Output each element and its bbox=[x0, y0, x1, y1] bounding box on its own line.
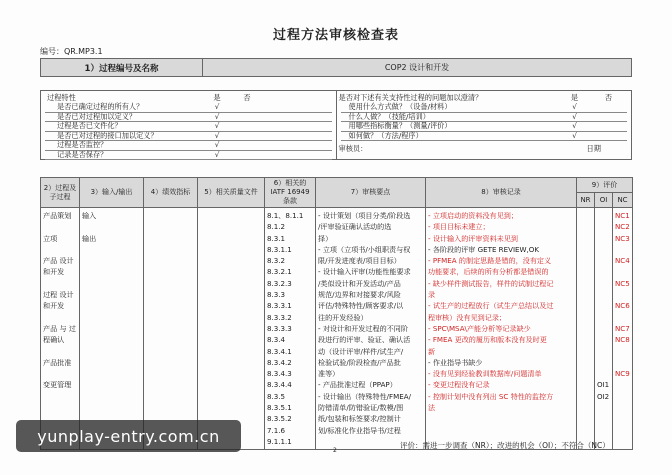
nc-marker: NC7 bbox=[615, 323, 630, 333]
io-cell bbox=[80, 208, 144, 450]
iatf-clause: 8.1.2 bbox=[267, 222, 286, 232]
audit-record-line: - 没有见到经验教训数据库/问题清单 bbox=[428, 369, 542, 379]
nc-marker bbox=[615, 266, 630, 277]
audit-record-line: - 试生产的过程放行（试生产总结以及过 bbox=[428, 301, 554, 311]
iatf-clause: 8.3.3.3 bbox=[267, 323, 292, 333]
audit-record-line: - FMEA 更改的履历和版本没有及时更 bbox=[428, 335, 547, 345]
nc-marker bbox=[615, 244, 630, 255]
process-step: 产品策划 bbox=[43, 211, 72, 220]
audit-point-line: /评审验证确认活动的选 bbox=[318, 222, 392, 232]
nc-marker bbox=[615, 289, 630, 300]
support-process-checklist bbox=[336, 91, 632, 159]
yes-column-label: 是 bbox=[213, 93, 221, 102]
checklist-row bbox=[337, 102, 632, 112]
checklist-question: 是否已对过程加以定义？ bbox=[57, 111, 137, 121]
document-number: 编号：QR.MP3.1 bbox=[40, 47, 103, 56]
checklist-question: 如何做？（方法/程序） bbox=[348, 130, 423, 140]
process-step: 产品 与 过 bbox=[43, 323, 76, 333]
yes-check-mark: √ bbox=[572, 121, 577, 130]
checklist-row bbox=[337, 121, 632, 131]
iatf-clause: 8.3.4.3 bbox=[267, 369, 292, 379]
process-step: 和开发 bbox=[43, 267, 65, 277]
performance-cell bbox=[144, 208, 198, 450]
nc-marker: NC6 bbox=[615, 301, 630, 311]
yes-column-label: 是 bbox=[570, 93, 579, 102]
document-title: 过程方法审核检查表 bbox=[272, 28, 399, 43]
oi-marker bbox=[597, 323, 610, 334]
date-label: 日期 bbox=[586, 144, 601, 153]
oi-marker bbox=[597, 255, 610, 266]
audit-record-line: - 缺少样件测试报告，样件的试制过程记 bbox=[428, 278, 554, 288]
iatf-clause: 8.3.2 bbox=[267, 256, 286, 266]
process-number-value: COP2 设计和开发 bbox=[203, 59, 631, 76]
col-performance-header: 4）绩效指标 bbox=[144, 178, 198, 208]
process-header-bar bbox=[40, 58, 632, 77]
checklist-question: 记录是否保存？ bbox=[57, 149, 108, 159]
nc-marker bbox=[615, 312, 630, 323]
iatf-clauses-cell bbox=[265, 208, 316, 450]
audit-point-line: 择） bbox=[318, 233, 333, 243]
checklist-question: 过程是否监控？ bbox=[57, 140, 108, 149]
nr-cell bbox=[577, 208, 595, 450]
col-quality-docs-header: 5）相关质量文件 bbox=[198, 178, 265, 208]
oi-marker: OI1 bbox=[597, 380, 610, 390]
col-oi-header: OI bbox=[595, 193, 613, 208]
process-step: 产品 设计 bbox=[43, 256, 74, 266]
process-step: 程确认 bbox=[43, 335, 65, 345]
oi-marker bbox=[597, 289, 610, 300]
process-step bbox=[43, 221, 77, 232]
oi-marker bbox=[597, 244, 610, 255]
audit-point-line: 划/标准化作业指导书/过程 bbox=[318, 425, 401, 435]
oi-marker bbox=[597, 221, 610, 232]
iatf-clause: 8.3.5 bbox=[267, 391, 286, 401]
yes-check-mark: √ bbox=[214, 111, 220, 121]
audit-point-line: /类似设计和开发活动/产品 bbox=[318, 278, 401, 288]
audit-point-line: 限/开发进度表/项目目标） bbox=[318, 256, 401, 266]
checklist-row bbox=[41, 140, 336, 150]
process-step: 立项 bbox=[43, 233, 58, 243]
audit-table bbox=[40, 177, 633, 450]
iatf-clause: 8.3.3.2 bbox=[267, 312, 292, 322]
nc-marker: NC1 bbox=[615, 211, 630, 220]
yes-check-mark: √ bbox=[572, 111, 577, 121]
process-characteristics-section bbox=[40, 90, 632, 160]
checklist-row bbox=[337, 112, 632, 122]
evaluation-legend: 评价：需进一步调查（NR）；改进的机会（OI）；不符合（NC） bbox=[400, 441, 610, 450]
audit-point-line: 规范/边界和对接要求/风险 bbox=[318, 290, 401, 300]
oi-marker bbox=[597, 334, 610, 345]
process-cell bbox=[41, 208, 80, 450]
audit-point-line: - 设计输出（特殊特性/FMEA/ bbox=[318, 391, 411, 401]
checklist-question: 什么人做？（技能/培训） bbox=[348, 111, 430, 121]
iatf-clause: 8.3.3 bbox=[267, 290, 286, 300]
iatf-clause: 8.1、8.1.1 bbox=[267, 211, 304, 220]
page-number: 2 bbox=[333, 447, 337, 454]
oi-marker bbox=[597, 368, 610, 379]
col-process-header: 2）过程及子过程 bbox=[41, 178, 80, 208]
nc-marker: NC8 bbox=[615, 335, 630, 345]
iatf-clause: 8.3.4.1 bbox=[267, 346, 292, 356]
audit-point-line: - 立项（立项书/小组职责与权 bbox=[318, 244, 411, 254]
oi-marker bbox=[597, 266, 610, 277]
process-step bbox=[43, 278, 77, 289]
nc-cell bbox=[613, 208, 633, 450]
yes-check-mark: √ bbox=[214, 121, 220, 130]
audit-point-line: 防错清单/防错验证/数模/图 bbox=[318, 403, 404, 413]
process-step: 过程 设计 bbox=[43, 290, 74, 300]
col-audit-points-header: 7）审核要点 bbox=[316, 178, 426, 208]
audit-record-line: 新 bbox=[428, 346, 436, 356]
audit-point-line: 准等） bbox=[318, 369, 340, 379]
nc-marker: NC4 bbox=[615, 256, 630, 266]
iatf-clause: 8.3.3.1 bbox=[267, 301, 292, 311]
audit-point-line: - 设计输入评审(功能性能要求 bbox=[318, 267, 411, 277]
oi-marker bbox=[597, 312, 610, 323]
audit-record-line: 程审核）没有见到记录； bbox=[428, 312, 507, 322]
checklist-question: 用哪些指标衡量？（测量/评价） bbox=[348, 121, 452, 130]
audit-point-line: 往的开发经验） bbox=[318, 312, 368, 322]
quality-docs-cell bbox=[198, 208, 265, 450]
no-column-label: 否 bbox=[604, 93, 613, 102]
process-step bbox=[43, 346, 77, 357]
iatf-clause: 8.3.1 bbox=[267, 233, 286, 243]
nc-marker: NC5 bbox=[615, 278, 630, 288]
checklist-row bbox=[41, 121, 336, 131]
audit-point-line: 评估/特殊特性/顾客要求/以 bbox=[318, 301, 404, 311]
checklist-row bbox=[41, 131, 336, 141]
audit-point-line: - 产品批准过程（PPAP） bbox=[318, 380, 397, 390]
oi-marker bbox=[597, 233, 610, 244]
audit-point-line: 动（设计评审/样件/试生产/ bbox=[318, 346, 404, 356]
iatf-clause: 8.3.5.2 bbox=[267, 414, 292, 424]
io-item: 输入 bbox=[82, 211, 97, 220]
oi-marker bbox=[597, 300, 610, 311]
yes-check-mark: √ bbox=[214, 140, 220, 149]
yes-check-mark: √ bbox=[572, 102, 577, 111]
checklist-row bbox=[41, 102, 336, 112]
yes-check-mark: √ bbox=[214, 149, 220, 159]
audit-point-line: - 设计策划（项目分类/阶段选 bbox=[318, 211, 411, 220]
audit-point-line: - 对设计和开发过程的不同阶 bbox=[318, 323, 408, 333]
no-column-label: 否 bbox=[243, 93, 251, 102]
checklist-row bbox=[337, 131, 632, 141]
process-step: 变更管理 bbox=[43, 380, 72, 390]
audit-record-line: - 设计输入的评审资料未见到 bbox=[428, 233, 518, 243]
process-step: 和开发 bbox=[43, 301, 65, 311]
iatf-clause: 8.3.4 bbox=[267, 335, 286, 345]
io-item bbox=[82, 221, 141, 232]
col-nc-header: NC bbox=[613, 193, 633, 208]
row-divider bbox=[45, 159, 332, 160]
nc-marker: NC9 bbox=[615, 369, 630, 379]
checklist-row bbox=[41, 150, 336, 160]
audit-record-line: 录 bbox=[428, 290, 436, 300]
iatf-clause: 8.3.2.3 bbox=[267, 278, 292, 288]
audit-record-line: - 变更过程没有记录 bbox=[428, 380, 490, 390]
oi-marker bbox=[597, 357, 610, 368]
iatf-clause: 8.3.4.4 bbox=[267, 380, 292, 390]
process-step: 产品批准 bbox=[43, 357, 72, 367]
iatf-clause: 8.3.2.1 bbox=[267, 267, 292, 277]
col-audit-records-header: 8）审核记录 bbox=[426, 178, 577, 208]
oi-marker bbox=[597, 278, 610, 289]
checklist-question: 过程是否已文件化？ bbox=[57, 121, 122, 130]
yes-check-mark: √ bbox=[214, 102, 220, 111]
iatf-clause: 8.3.4.2 bbox=[267, 357, 292, 367]
audit-record-line: - 立项启动的资料没有见到； bbox=[428, 211, 518, 220]
audit-point-line: 段进行的评审、验证、确认活 bbox=[318, 335, 411, 345]
checklist-question: 是否已对过程的接口加以定义？ bbox=[57, 130, 158, 140]
nc-marker: NC2 bbox=[615, 222, 630, 232]
iatf-clause: 7.1.6 bbox=[267, 425, 286, 435]
col-io-header: 3）输入/输出 bbox=[80, 178, 144, 208]
audit-points-cell bbox=[316, 208, 426, 450]
io-item: 输出 bbox=[82, 233, 97, 243]
col-evaluation-header: 9）评价 bbox=[577, 178, 633, 193]
audit-point-line: 纸/包装和标签要求/控制计 bbox=[318, 414, 401, 424]
audit-record-line: - PFMEA 的制定思路是错的，没有定义 bbox=[428, 256, 552, 266]
oi-marker bbox=[597, 210, 610, 221]
process-step bbox=[43, 312, 77, 323]
row-divider bbox=[341, 140, 628, 141]
nc-marker bbox=[615, 346, 630, 357]
nc-marker bbox=[615, 357, 630, 368]
checklist-question: 是否已确定过程的所有人？ bbox=[57, 102, 144, 111]
audit-record-line: 法 bbox=[428, 403, 436, 413]
process-characteristics-checklist bbox=[41, 91, 336, 159]
audit-record-line: - SPC\MSA\产能分析等记录缺少 bbox=[428, 323, 531, 333]
iatf-clause: 9.1.1.1 bbox=[267, 436, 292, 446]
audit-record-line: - 控制计划中没有列出 SC 特性的监控方 bbox=[428, 391, 554, 401]
checklist-title: 是否对下述有关支持性过程的问题加以澄清？ bbox=[338, 93, 483, 102]
audit-record-line: - 作业指导书缺少 bbox=[428, 357, 483, 367]
yes-check-mark: √ bbox=[214, 130, 220, 140]
audit-record-line: - 各阶段的评审 GETE REVIEW,OK bbox=[428, 244, 540, 254]
iatf-clause: 8.3.1.1 bbox=[267, 244, 292, 254]
oi-marker bbox=[597, 346, 610, 357]
audit-record-line: - 项目目标未建立； bbox=[428, 222, 490, 232]
oi-cell bbox=[595, 208, 613, 450]
yes-check-mark: √ bbox=[572, 130, 577, 140]
audit-point-line: 检验试验/阶段检查/产品批 bbox=[318, 357, 401, 367]
checklist-row bbox=[41, 112, 336, 122]
audit-record-line: 功能要求，后续的所有分析都是错误的 bbox=[428, 267, 549, 277]
iatf-clause: 8.3.5.1 bbox=[267, 403, 292, 413]
watermark: yunplay-entry.com.cn bbox=[16, 420, 241, 452]
process-step bbox=[43, 368, 77, 379]
audit-records-cell bbox=[426, 208, 577, 450]
checklist-title: 过程特性 bbox=[47, 93, 76, 102]
nc-marker: NC3 bbox=[615, 233, 630, 243]
col-nr-header: NR bbox=[577, 193, 595, 208]
col-iatf-header: 6）相关的 IATF 16949 条款 bbox=[265, 178, 316, 208]
checklist-question: 使用什么方式做？（设备/材料） bbox=[348, 102, 452, 111]
oi-marker: OI2 bbox=[597, 391, 610, 401]
auditor-label: 审核员： bbox=[338, 144, 368, 153]
process-step bbox=[43, 244, 77, 255]
process-number-label: 1）过程编号及名称 bbox=[41, 59, 203, 76]
